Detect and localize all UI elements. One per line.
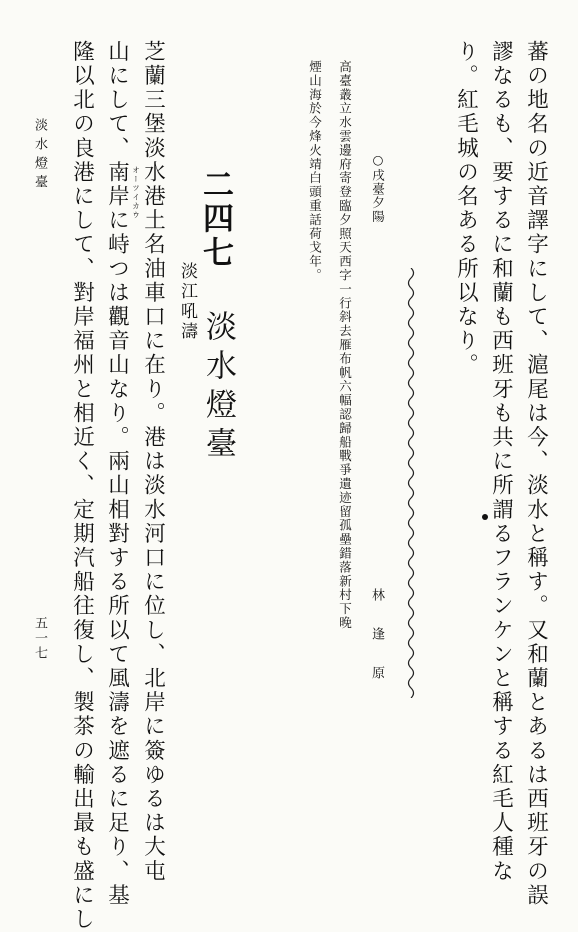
entry-title: 淡水燈臺 (200, 310, 236, 466)
body-line-2: 謬なるも、要するに和蘭も西班牙も共に所謂るフランケンと稱する紅毛人種な (488, 40, 514, 884)
poem-title: ○戌臺夕陽 (370, 152, 386, 224)
poem-line-1: 高臺叢立水雲邊府寄登臨夕照天西字一行斜去雁布帆六幅認歸船戰爭遺迹留孤壘錯落新村下晚 (337, 60, 353, 630)
poem-author: 林逢原 (369, 588, 384, 705)
body-line-4: 芝蘭三堡淡水港土名油車口に在り。港は淡水河口に位し、北岸に簽ゆるは大屯 (140, 40, 166, 884)
body-line-5: 山にして、南岸に峙つは觀音山なり。兩山相對する所以て風濤を遮るに足り、基 (104, 40, 130, 908)
ruby-reading: オーツイカウ (131, 166, 141, 220)
page-number: 五一七 (32, 616, 47, 661)
body-line-1: 蕃の地名の近音譯字にして、滬尾は今、淡水と稱す。又和蘭とあるは西班牙の誤 (523, 40, 549, 908)
body-line-6: 隆以北の良港にして、對岸福州と相近く、定期汽船往復し、製茶の輸出最も盛にし (69, 40, 95, 932)
entry-subtitle: 淡江吼濤 (177, 262, 197, 342)
ink-dot (482, 514, 488, 520)
wavy-separator (404, 268, 418, 698)
entry-number: 二四七 (197, 168, 233, 270)
poem-line-2: 煙山海於今烽火靖白頭重話荷戈年。 (307, 60, 323, 283)
running-head: 淡水燈臺 (32, 118, 47, 194)
body-line-3: り。紅毛城の名ある所以なり。 (453, 40, 479, 378)
